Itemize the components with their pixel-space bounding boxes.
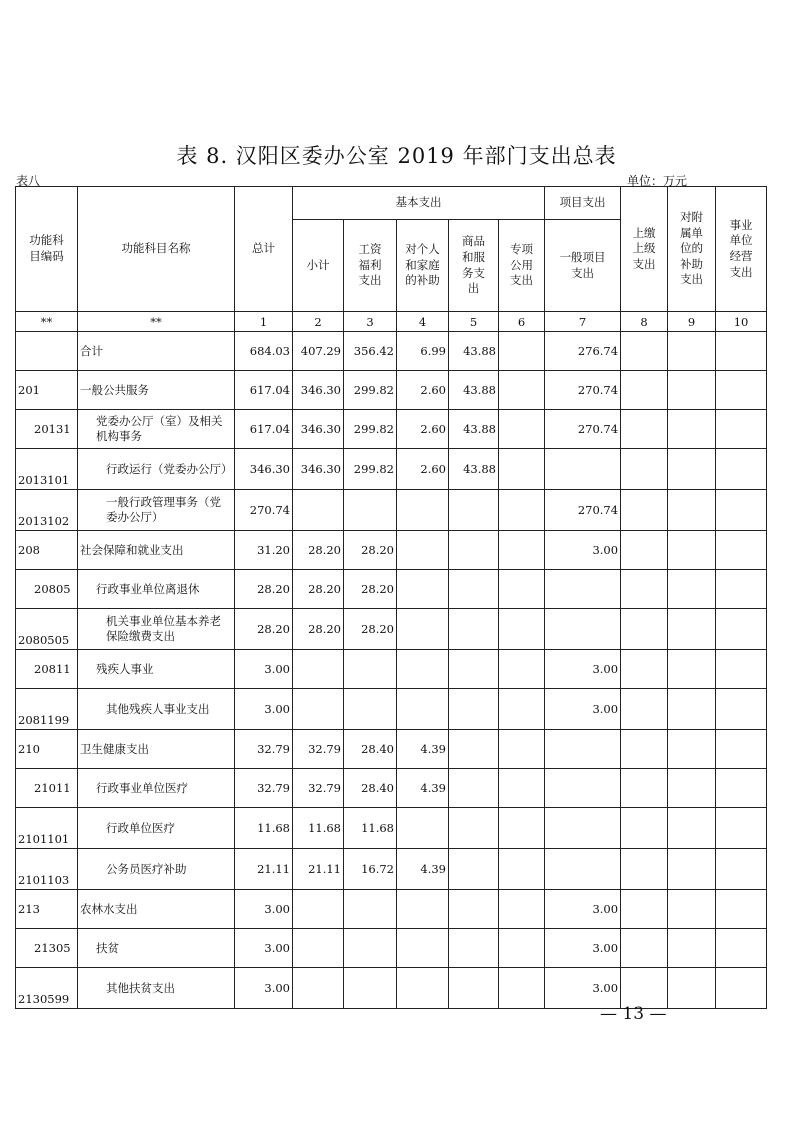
expenditure-table: [15, 186, 767, 1009]
cell-special: [499, 689, 545, 730]
table-row: [16, 689, 767, 730]
cell-project: 3.00: [545, 968, 621, 1009]
cell-project: [545, 730, 621, 769]
table-row: [16, 410, 767, 449]
header-total: 总计: [235, 187, 293, 312]
cell-total: 3.00: [235, 689, 293, 730]
cell-business: [716, 490, 767, 531]
cell-wages: 299.82: [344, 449, 397, 490]
cell-goods: [449, 730, 499, 769]
cell-special: [499, 371, 545, 410]
cell-upper: [621, 689, 668, 730]
cell-goods: [449, 769, 499, 808]
cell-business: [716, 808, 767, 849]
table-row: [16, 730, 767, 769]
header-code: 功能科目编码: [16, 187, 78, 312]
cell-subtotal: 346.30: [293, 410, 344, 449]
cell-subsidiary: [668, 769, 716, 808]
cell-special: [499, 609, 545, 650]
cell-project: [545, 449, 621, 490]
index-cell: 4: [397, 312, 449, 332]
cell-business: [716, 689, 767, 730]
index-cell: **: [78, 312, 235, 332]
cell-name: 行政单位医疗: [78, 808, 235, 849]
cell-project: 270.74: [545, 490, 621, 531]
cell-individual: [397, 968, 449, 1009]
cell-individual: [397, 689, 449, 730]
cell-special: [499, 410, 545, 449]
cell-name: 合计: [78, 332, 235, 371]
cell-wages: [344, 929, 397, 968]
cell-total: 21.11: [235, 849, 293, 890]
cell-code: [16, 332, 78, 371]
cell-individual: 4.39: [397, 769, 449, 808]
cell-total: 3.00: [235, 968, 293, 1009]
cell-subtotal: [293, 890, 344, 929]
cell-business: [716, 570, 767, 609]
cell-goods: [449, 490, 499, 531]
index-cell: **: [16, 312, 78, 332]
index-cell: 10: [716, 312, 767, 332]
cell-upper: [621, 929, 668, 968]
cell-individual: [397, 490, 449, 531]
cell-business: [716, 968, 767, 1009]
cell-subsidiary: [668, 410, 716, 449]
cell-project: 270.74: [545, 410, 621, 449]
cell-upper: [621, 410, 668, 449]
cell-business: [716, 371, 767, 410]
cell-code: 2101101: [16, 808, 78, 849]
cell-individual: 2.60: [397, 449, 449, 490]
cell-wages: [344, 890, 397, 929]
cell-project: [545, 769, 621, 808]
cell-goods: 43.88: [449, 371, 499, 410]
cell-project: 3.00: [545, 689, 621, 730]
cell-subtotal: 28.20: [293, 609, 344, 650]
cell-wages: 299.82: [344, 371, 397, 410]
cell-wages: 356.42: [344, 332, 397, 371]
header-individual: 对个人和家庭的补助: [397, 220, 449, 312]
cell-business: [716, 890, 767, 929]
cell-code: 213: [16, 890, 78, 929]
cell-business: [716, 929, 767, 968]
cell-upper: [621, 849, 668, 890]
cell-subsidiary: [668, 650, 716, 689]
cell-upper: [621, 449, 668, 490]
index-cell: 7: [545, 312, 621, 332]
cell-subsidiary: [668, 449, 716, 490]
cell-upper: [621, 531, 668, 570]
cell-wages: [344, 689, 397, 730]
header-business: 事业单位经营支出: [716, 187, 767, 312]
cell-wages: 28.20: [344, 531, 397, 570]
cell-wages: [344, 968, 397, 1009]
unit-label: 单位：万元: [627, 174, 688, 188]
cell-special: [499, 570, 545, 609]
cell-individual: [397, 929, 449, 968]
header-subtotal: 小计: [293, 220, 344, 312]
cell-special: [499, 650, 545, 689]
cell-subtotal: 28.20: [293, 570, 344, 609]
cell-subtotal: 28.20: [293, 531, 344, 570]
table-row: [16, 769, 767, 808]
table-row: [16, 929, 767, 968]
cell-code: 20805: [16, 570, 78, 609]
cell-code: 2081199: [16, 689, 78, 730]
cell-subsidiary: [668, 332, 716, 371]
cell-name: 农林水支出: [78, 890, 235, 929]
cell-total: 32.79: [235, 769, 293, 808]
cell-code: 20811: [16, 650, 78, 689]
table-row: [16, 531, 767, 570]
cell-goods: 43.88: [449, 449, 499, 490]
cell-subtotal: [293, 929, 344, 968]
cell-business: [716, 849, 767, 890]
cell-project: 276.74: [545, 332, 621, 371]
cell-wages: 28.20: [344, 609, 397, 650]
cell-subsidiary: [668, 689, 716, 730]
header-wages: 工资福利支出: [344, 220, 397, 312]
cell-code: 2080505: [16, 609, 78, 650]
cell-special: [499, 332, 545, 371]
cell-subtotal: 32.79: [293, 769, 344, 808]
cell-subsidiary: [668, 849, 716, 890]
cell-name: 社会保障和就业支出: [78, 531, 235, 570]
cell-upper: [621, 730, 668, 769]
cell-wages: [344, 650, 397, 689]
page-title: 表 8. 汉阳区委办公室 2019 年部门支出总表: [176, 144, 617, 168]
cell-goods: [449, 849, 499, 890]
cell-name: 行政运行（党委办公厅）: [78, 449, 235, 490]
cell-total: 3.00: [235, 650, 293, 689]
cell-wages: 299.82: [344, 410, 397, 449]
index-cell: 2: [293, 312, 344, 332]
cell-subtotal: 346.30: [293, 449, 344, 490]
cell-business: [716, 650, 767, 689]
cell-wages: 28.40: [344, 730, 397, 769]
cell-special: [499, 808, 545, 849]
header-basic: 基本支出: [293, 187, 545, 220]
cell-name: 一般行政管理事务（党委办公厅）: [78, 490, 235, 531]
cell-business: [716, 410, 767, 449]
table-row: [16, 849, 767, 890]
cell-individual: 2.60: [397, 371, 449, 410]
cell-name: 行政事业单位离退休: [78, 570, 235, 609]
table-row: [16, 808, 767, 849]
cell-name: 一般公共服务: [78, 371, 235, 410]
cell-upper: [621, 609, 668, 650]
cell-subtotal: [293, 490, 344, 531]
cell-goods: [449, 609, 499, 650]
cell-goods: [449, 650, 499, 689]
cell-project: 3.00: [545, 929, 621, 968]
table-row: [16, 650, 767, 689]
cell-individual: 4.39: [397, 849, 449, 890]
cell-special: [499, 968, 545, 1009]
table-row: [16, 968, 767, 1009]
header-upper: 上缴上级支出: [621, 187, 668, 312]
cell-total: 28.20: [235, 570, 293, 609]
cell-project: 270.74: [545, 371, 621, 410]
cell-goods: [449, 968, 499, 1009]
cell-code: 201: [16, 371, 78, 410]
cell-individual: [397, 808, 449, 849]
cell-code: 2013102: [16, 490, 78, 531]
header-special: 专项公用支出: [499, 220, 545, 312]
cell-goods: [449, 570, 499, 609]
table-row: [16, 609, 767, 650]
header-name: 功能科目名称: [78, 187, 235, 312]
cell-name: 残疾人事业: [78, 650, 235, 689]
cell-subsidiary: [668, 531, 716, 570]
index-cell: 1: [235, 312, 293, 332]
index-cell: 6: [499, 312, 545, 332]
table-row: [16, 449, 767, 490]
cell-business: [716, 609, 767, 650]
cell-goods: [449, 890, 499, 929]
cell-upper: [621, 371, 668, 410]
cell-code: 21011: [16, 769, 78, 808]
cell-name: 公务员医疗补助: [78, 849, 235, 890]
cell-code: 2130599: [16, 968, 78, 1009]
cell-project: 3.00: [545, 650, 621, 689]
cell-subtotal: [293, 968, 344, 1009]
cell-total: 32.79: [235, 730, 293, 769]
cell-wages: 28.40: [344, 769, 397, 808]
cell-individual: [397, 890, 449, 929]
cell-subtotal: 32.79: [293, 730, 344, 769]
cell-subsidiary: [668, 808, 716, 849]
cell-subsidiary: [668, 371, 716, 410]
cell-wages: 16.72: [344, 849, 397, 890]
cell-upper: [621, 332, 668, 371]
cell-special: [499, 929, 545, 968]
cell-project: [545, 609, 621, 650]
cell-subtotal: [293, 689, 344, 730]
cell-subtotal: 21.11: [293, 849, 344, 890]
header-subsidiary: 对附属单位的补助支出: [668, 187, 716, 312]
cell-total: 270.74: [235, 490, 293, 531]
cell-name: 其他残疾人事业支出: [78, 689, 235, 730]
cell-special: [499, 490, 545, 531]
cell-total: 684.03: [235, 332, 293, 371]
cell-total: 28.20: [235, 609, 293, 650]
cell-upper: [621, 968, 668, 1009]
cell-code: 210: [16, 730, 78, 769]
cell-subsidiary: [668, 968, 716, 1009]
index-cell: 3: [344, 312, 397, 332]
cell-total: 617.04: [235, 371, 293, 410]
cell-subsidiary: [668, 609, 716, 650]
cell-individual: [397, 531, 449, 570]
cell-name: 扶贫: [78, 929, 235, 968]
cell-project: 3.00: [545, 531, 621, 570]
cell-code: 2101103: [16, 849, 78, 890]
cell-special: [499, 890, 545, 929]
table-row: [16, 332, 767, 371]
table-row: [16, 371, 767, 410]
cell-subsidiary: [668, 890, 716, 929]
cell-project: [545, 808, 621, 849]
cell-project: 3.00: [545, 890, 621, 929]
cell-name: 党委办公厅（室）及相关机构事务: [78, 410, 235, 449]
header-general-project: 一般项目支出: [545, 220, 621, 312]
cell-total: 11.68: [235, 808, 293, 849]
cell-project: [545, 849, 621, 890]
cell-subtotal: [293, 650, 344, 689]
index-row: [16, 312, 767, 332]
cell-subtotal: 11.68: [293, 808, 344, 849]
cell-wages: [344, 490, 397, 531]
cell-individual: 2.60: [397, 410, 449, 449]
cell-project: [545, 570, 621, 609]
cell-name: 其他扶贫支出: [78, 968, 235, 1009]
cell-total: 31.20: [235, 531, 293, 570]
index-cell: 8: [621, 312, 668, 332]
cell-total: 617.04: [235, 410, 293, 449]
cell-code: 21305: [16, 929, 78, 968]
cell-code: 2013101: [16, 449, 78, 490]
cell-upper: [621, 650, 668, 689]
cell-special: [499, 531, 545, 570]
cell-individual: [397, 650, 449, 689]
cell-total: 3.00: [235, 890, 293, 929]
cell-business: [716, 531, 767, 570]
cell-business: [716, 769, 767, 808]
index-cell: 5: [449, 312, 499, 332]
cell-total: 346.30: [235, 449, 293, 490]
cell-goods: [449, 929, 499, 968]
cell-business: [716, 332, 767, 371]
cell-wages: 11.68: [344, 808, 397, 849]
cell-name: 行政事业单位医疗: [78, 769, 235, 808]
cell-code: 20131: [16, 410, 78, 449]
cell-total: 3.00: [235, 929, 293, 968]
table-row: [16, 890, 767, 929]
cell-business: [716, 730, 767, 769]
table-row: [16, 490, 767, 531]
cell-individual: 6.99: [397, 332, 449, 371]
cell-goods: 43.88: [449, 410, 499, 449]
page-number: — 13 —: [600, 1004, 667, 1024]
cell-individual: 4.39: [397, 730, 449, 769]
header-project: 项目支出: [545, 187, 621, 220]
cell-individual: [397, 570, 449, 609]
cell-upper: [621, 769, 668, 808]
cell-special: [499, 449, 545, 490]
cell-subsidiary: [668, 730, 716, 769]
cell-individual: [397, 609, 449, 650]
cell-upper: [621, 490, 668, 531]
cell-subsidiary: [668, 929, 716, 968]
cell-goods: [449, 689, 499, 730]
cell-upper: [621, 808, 668, 849]
cell-goods: 43.88: [449, 332, 499, 371]
cell-special: [499, 730, 545, 769]
index-cell: 9: [668, 312, 716, 332]
cell-wages: 28.20: [344, 570, 397, 609]
cell-goods: [449, 531, 499, 570]
cell-subtotal: 346.30: [293, 371, 344, 410]
cell-subtotal: 407.29: [293, 332, 344, 371]
cell-upper: [621, 570, 668, 609]
table-label: 表八: [16, 174, 41, 188]
cell-code: 208: [16, 531, 78, 570]
cell-goods: [449, 808, 499, 849]
cell-subsidiary: [668, 490, 716, 531]
cell-special: [499, 769, 545, 808]
cell-special: [499, 849, 545, 890]
cell-upper: [621, 890, 668, 929]
cell-name: 卫生健康支出: [78, 730, 235, 769]
cell-name: 机关事业单位基本养老保险缴费支出: [78, 609, 235, 650]
cell-subsidiary: [668, 570, 716, 609]
header-goods: 商品和服务支出: [449, 220, 499, 312]
cell-business: [716, 449, 767, 490]
table-row: [16, 570, 767, 609]
